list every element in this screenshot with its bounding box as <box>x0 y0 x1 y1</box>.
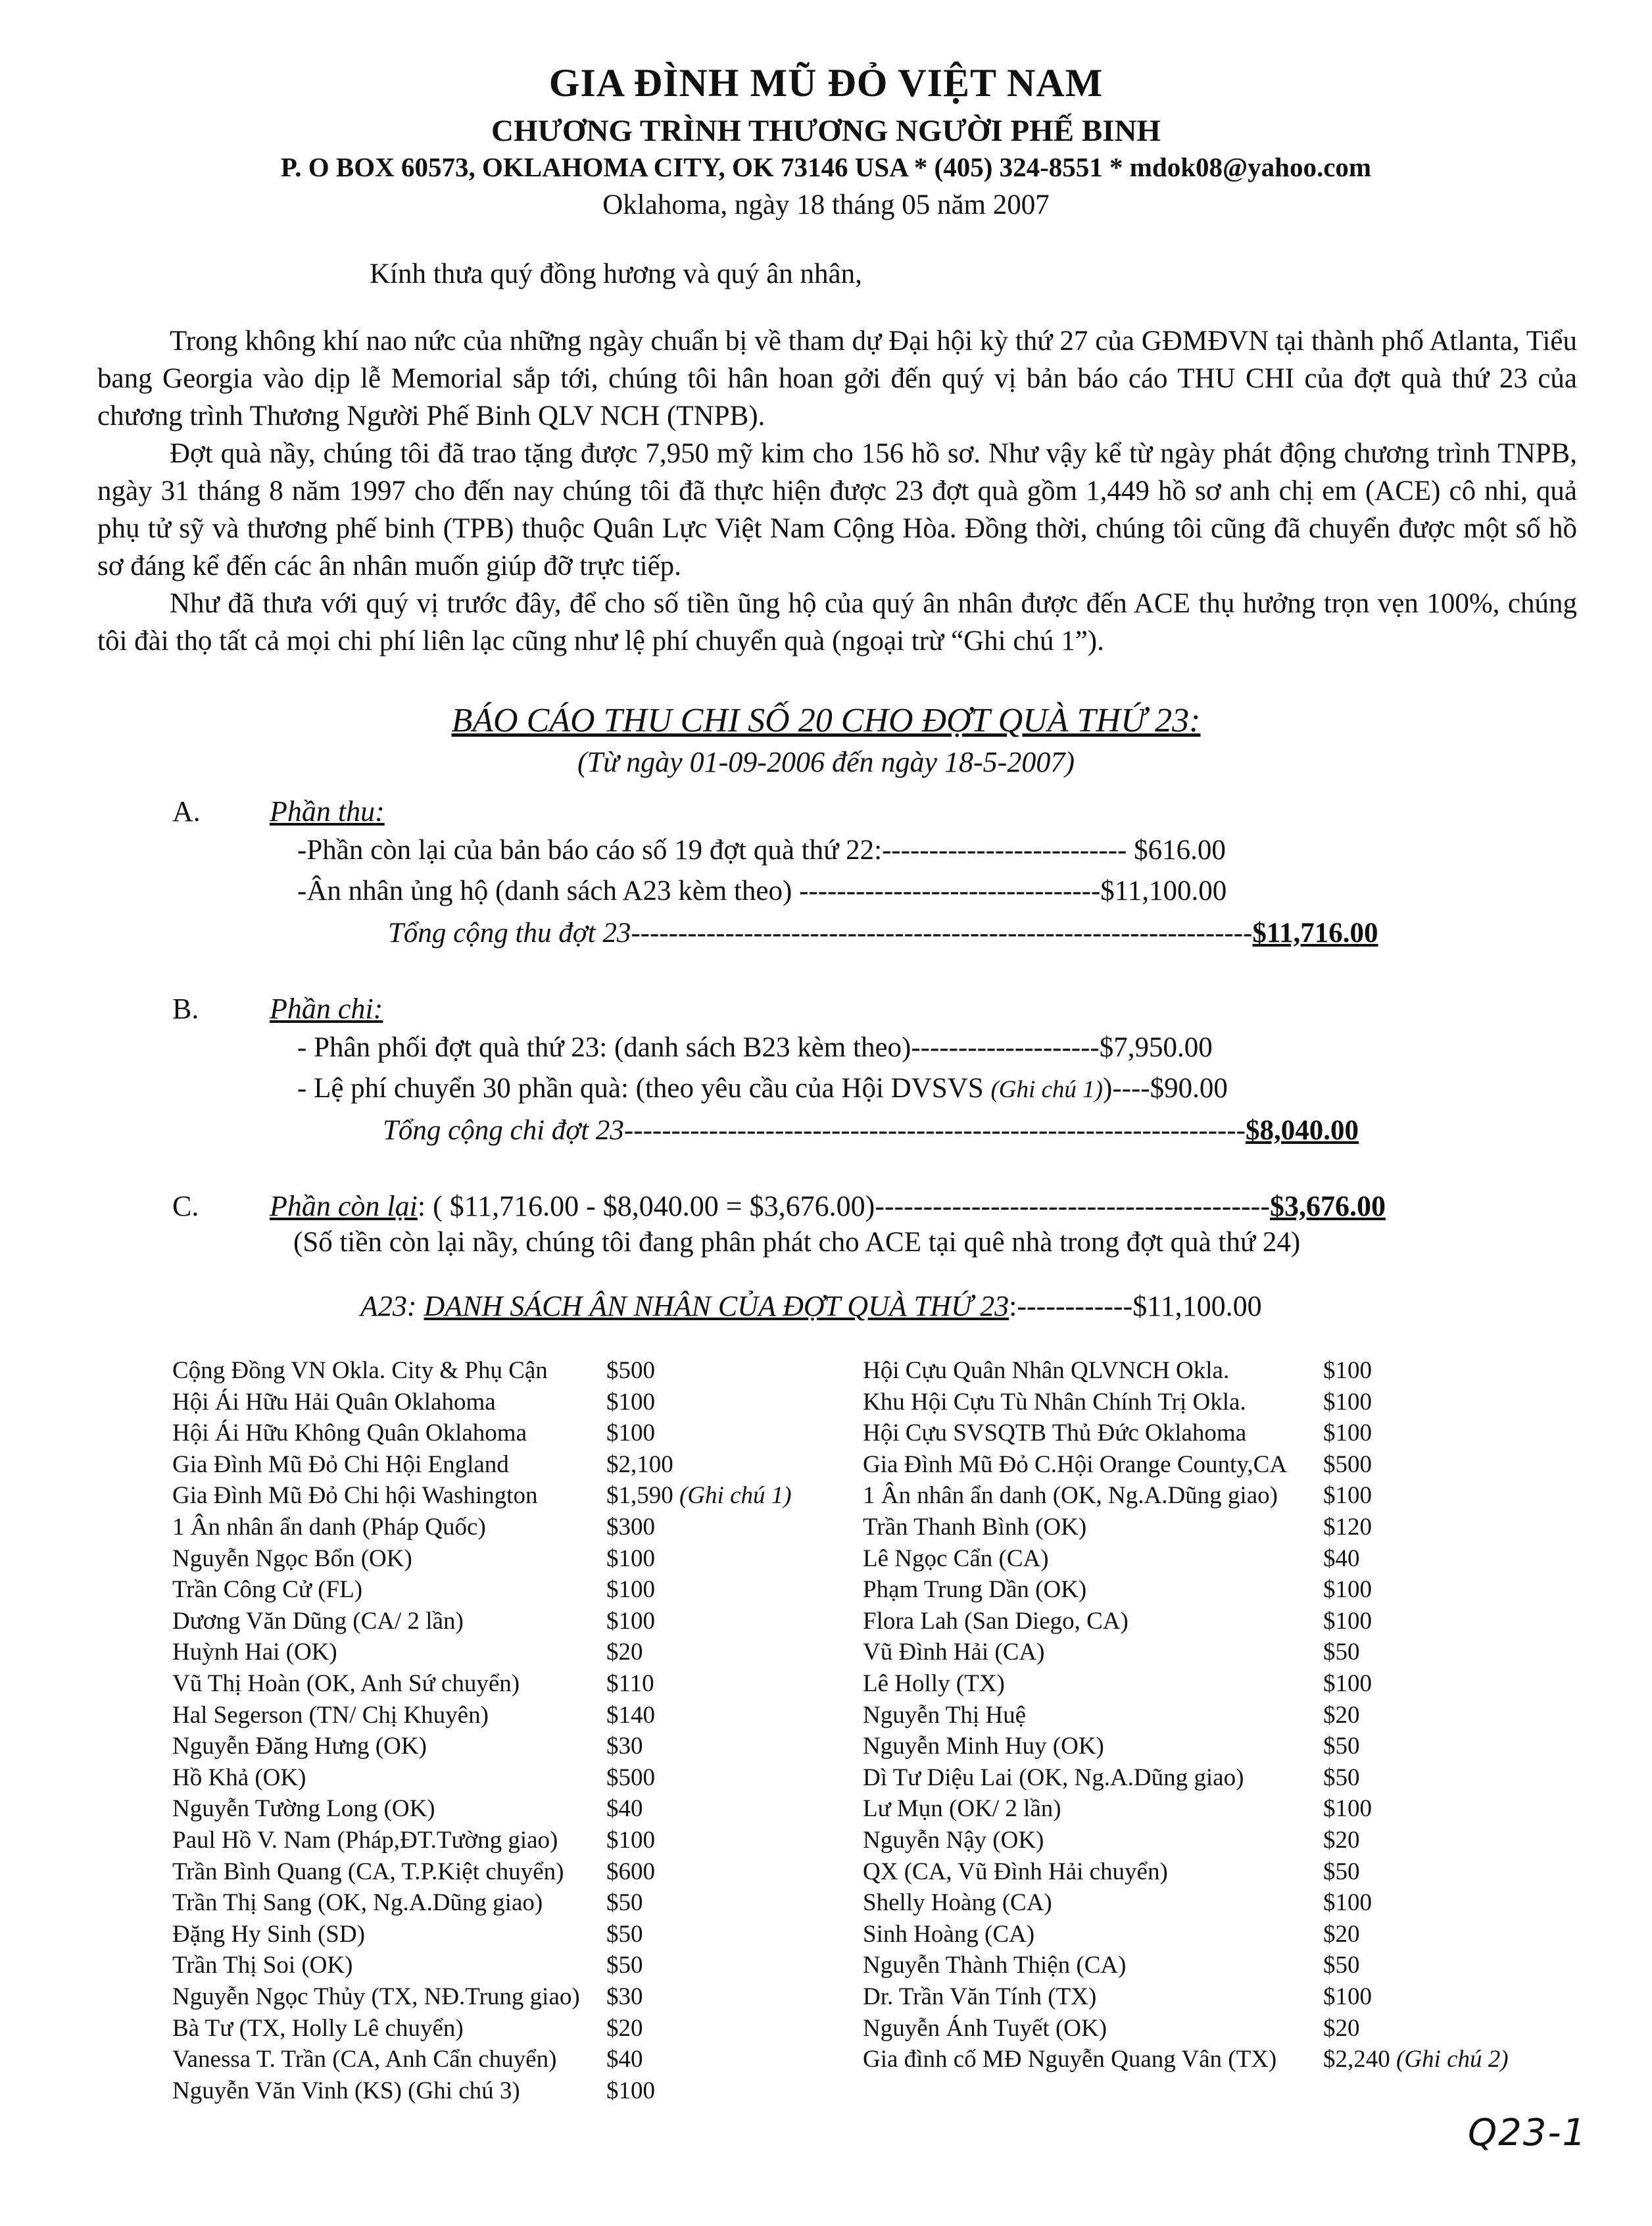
donor-amount: $2,240 (Ghi chú 2) <box>1323 2046 1509 2073</box>
donor-amount: $20 <box>606 2014 643 2042</box>
donor-row <box>172 1951 643 1983</box>
donor-name: Vũ Thị Hoàn (OK, Anh Sứ chuyển) <box>172 1670 520 1697</box>
donor-amount: $40 <box>606 1795 643 1823</box>
donor-row <box>172 1638 643 1670</box>
donor-row <box>863 1732 1360 1764</box>
donor-amount: $30 <box>606 1983 643 2010</box>
donor-name: Gia Đình Mũ Đỏ Chi Hội England <box>172 1450 509 1478</box>
donor-amount: $2,100 <box>606 1450 673 1478</box>
donor-name: Dương Văn Dũng (CA/ 2 lần) <box>172 1607 464 1635</box>
donor-row <box>863 1513 1372 1545</box>
donor-amount: $100 <box>1323 1357 1372 1384</box>
donor-amount: $1,590 (Ghi chú 1) <box>606 1482 792 1510</box>
donor-amount: $30 <box>606 1733 643 1760</box>
donor-row <box>863 1889 1372 1920</box>
section-c-line <box>270 1189 1386 1223</box>
donor-row <box>172 2077 655 2108</box>
donor-name: Paul Hồ V. Nam (Pháp,ĐT.Tường giao) <box>172 1827 558 1854</box>
a23-title <box>360 1289 1262 1323</box>
a23-prefix: A23: <box>360 1290 424 1322</box>
donor-amount: $500 <box>606 1357 655 1384</box>
donor-name: Gia Đình Mũ Đỏ C.Hội Orange County,CA <box>863 1450 1288 1478</box>
handwritten-page-code: Q23-1 <box>1468 2112 1588 2154</box>
donor-amount: $100 <box>1323 1388 1372 1416</box>
donor-amount: $140 <box>606 1701 655 1729</box>
section-a-total-label: Tổng cộng thu đợt 23------------------------------------------------------------------ <box>388 918 1253 949</box>
donor-row <box>172 1481 792 1513</box>
donor-name: Trần Thanh Bình (OK) <box>863 1514 1087 1541</box>
donor-name: Dì Tư Diệu Lai (OK, Ng.A.Dũng giao) <box>863 1764 1244 1791</box>
address-line: P. O BOX 60573, OKLAHOMA CITY, OK 73146 USA * (405) 324-8551 * mdok08@yahoo.com <box>280 152 1372 182</box>
section-b-total <box>383 1114 1359 1147</box>
donor-name: Trần Thị Soi (OK) <box>172 1952 353 1979</box>
donor-name: Nguyễn Ngọc Bổn (OK) <box>172 1545 412 1572</box>
section-a-line-1: -Phần còn lại của bản báo cáo số 19 đợt quà thứ 22:-------------------------- $616.00 <box>297 835 1226 866</box>
donor-row <box>863 1826 1360 1858</box>
donor-row <box>172 1513 655 1545</box>
donor-row <box>172 1575 655 1607</box>
donor-row <box>172 1545 655 1576</box>
section-b-line-2 <box>297 1072 1228 1104</box>
donor-name: Bà Tư (TX, Holly Lê chuyển) <box>172 2014 464 2042</box>
donor-name: Lê Holly (TX) <box>863 1670 1005 1697</box>
donor-amount: $100 <box>606 1545 655 1572</box>
section-b-total-label: Tổng cộng chi đợt 23------------------------------------------------------------------ <box>383 1115 1246 1146</box>
donor-name: Trần Thị Sang (OK, Ng.A.Dũng giao) <box>172 1889 543 1917</box>
donor-name: Đặng Hy Sinh (SD) <box>172 1920 365 1948</box>
donor-amount: $100 <box>1323 1576 1372 1604</box>
donor-amount: $50 <box>606 1889 643 1917</box>
donor-amount: $100 <box>1323 1607 1372 1635</box>
donor-name: Nguyễn Thành Thiện (CA) <box>863 1952 1127 1979</box>
section-b-label: Phần chi: <box>270 993 383 1025</box>
donor-name: Nguyễn Thị Huệ <box>863 1701 1026 1729</box>
donor-row <box>172 1826 655 1858</box>
donor-name: Cộng Đồng VN Okla. City & Phụ Cận <box>172 1357 548 1384</box>
donor-name: Khu Hội Cựu Tù Nhân Chính Trị Okla. <box>863 1388 1246 1416</box>
donor-amount: $50 <box>1323 1952 1360 1979</box>
donor-name: Hồ Khả (OK) <box>172 1764 306 1791</box>
donor-amount: $100 <box>606 1420 655 1447</box>
donor-amount: $500 <box>606 1764 655 1791</box>
donor-row <box>172 1670 654 1701</box>
donor-row <box>863 1638 1360 1670</box>
a23-total: :------------$11,100.00 <box>1009 1290 1262 1322</box>
section-c-letter: C. <box>172 1190 199 1222</box>
donor-amount: $20 <box>1323 2014 1360 2042</box>
donor-amount: $100 <box>1323 1670 1372 1697</box>
donor-row <box>863 1607 1372 1639</box>
donor-amount: $20 <box>606 1639 643 1666</box>
donor-row <box>172 1889 643 1920</box>
donor-name: Nguyễn Đăng Hưng (OK) <box>172 1733 427 1760</box>
donor-name: Nguyễn Nậy (OK) <box>863 1827 1044 1854</box>
donor-name: Nguyễn Tường Long (OK) <box>172 1795 435 1823</box>
donor-note: (Ghi chú 1) <box>673 1482 792 1510</box>
donor-name: Hội Ái Hữu Hải Quân Oklahoma <box>172 1388 496 1416</box>
section-a-total-amount: $11,716.00 <box>1252 918 1378 949</box>
donor-amount: $100 <box>1323 1482 1372 1510</box>
donor-amount: $100 <box>606 1576 655 1604</box>
donor-row <box>863 1983 1372 2014</box>
donor-name: Dr. Trần Văn Tính (TX) <box>863 1983 1097 2010</box>
section-b-total-amount: $8,040.00 <box>1246 1115 1359 1146</box>
donor-amount: $600 <box>606 1858 655 1885</box>
donor-name: Hội Cựu SVSQTB Thủ Đức Oklahoma <box>863 1420 1247 1447</box>
donor-row <box>863 1419 1372 1450</box>
donor-name: Vũ Đình Hải (CA) <box>863 1639 1045 1666</box>
donor-row <box>863 1951 1360 1983</box>
donor-name: Gia Đình Mũ Đỏ Chi hội Washington <box>172 1482 538 1510</box>
donor-row <box>172 1983 643 2014</box>
donor-amount: $100 <box>606 1607 655 1635</box>
donor-name: Trần Công Cử (FL) <box>172 1576 363 1604</box>
intro-paragraph: Như đã thưa với quý vị trước đây, để cho số tiền ũng hộ của quý ân nhân được đến ACE thụ hưởng trọn vẹn 100%, chúng tôi đài thọ tất cả mọi chi phí liên lạc cũng như lệ phí chuyển quà (ngoại trừ “Ghi chú 1”). <box>97 588 1577 656</box>
donor-name: Nguyễn Ánh Tuyết (OK) <box>863 2014 1107 2042</box>
donor-amount: $50 <box>1323 1639 1360 1666</box>
donor-amount: $120 <box>1323 1514 1372 1541</box>
donor-row <box>863 1920 1360 1952</box>
donor-amount: $100 <box>1323 1795 1372 1823</box>
report-period: (Từ ngày 01-09-2006 đến ngày 18-5-2007) <box>577 746 1075 778</box>
section-b-line-2-note: (Ghi chú 1) <box>990 1076 1104 1103</box>
donor-amount: $50 <box>606 1920 643 1948</box>
donor-name: Trần Bình Quang (CA, T.P.Kiệt chuyển) <box>172 1858 564 1885</box>
section-a-total <box>388 917 1378 949</box>
donor-name: Nguyễn Văn Vinh (KS) (Ghi chú 3) <box>172 2077 520 2104</box>
donor-amount: $50 <box>1323 1733 1360 1760</box>
intro-paragraph: Đợt quà nầy, chúng tôi đã trao tặng được 7,950 mỹ kim cho 156 hồ sơ. Như vậy kể từ ngày phát động chương trình TNPB, ngày 31 tháng 8 năm 1997 cho đến nay chúng tôi đã thực hiện được 23 đợt quà gồm 1,449 hồ sơ anh chị em (ACE) cô nhi, quả phụ tử sỹ và thương phế binh (TPB) thuộc Quân Lực Việt Nam Cộng Hòa. Đồng thời, chúng tôi cũng đã chuyển được một số hồ sơ đáng kể đến các ân nhân muốn giúp đỡ trực tiếp. <box>97 438 1577 581</box>
org-title: GIA ĐÌNH MŨ ĐỎ VIỆT NAM <box>548 61 1104 105</box>
donor-amount: $20 <box>1323 1920 1360 1948</box>
section-b-line-2-amount: )----$90.00 <box>1103 1073 1228 1104</box>
donor-amount: $100 <box>1323 1983 1372 2010</box>
donor-note: (Ghi chú 2) <box>1390 2046 1509 2073</box>
donor-row <box>863 1545 1360 1576</box>
donor-row <box>172 1920 643 1952</box>
donor-name: Hal Segerson (TN/ Chị Khuyên) <box>172 1701 489 1729</box>
donor-amount: $50 <box>1323 1764 1360 1791</box>
donor-row <box>172 1356 655 1388</box>
section-a-line-2: -Ân nhân ủng hộ (danh sách A23 kèm theo) --------------------------------$11,100.00 <box>297 876 1227 906</box>
donor-name: Nguyễn Ngọc Thủy (TX, NĐ.Trung giao) <box>172 1983 580 2010</box>
donor-row <box>172 1701 655 1733</box>
donor-name: Huỳnh Hai (OK) <box>172 1639 337 1666</box>
donor-row <box>172 1419 655 1450</box>
donor-name: Hội Cựu Quân Nhân QLVNCH Okla. <box>863 1357 1230 1384</box>
donor-amount: $500 <box>1323 1450 1372 1478</box>
donor-name: Lư Mụn (OK/ 2 lần) <box>863 1795 1061 1823</box>
donor-row <box>172 1607 655 1639</box>
donor-row <box>863 1764 1360 1795</box>
donor-row <box>172 1794 643 1826</box>
donor-name: Phạm Trung Dần (OK) <box>863 1576 1087 1604</box>
donor-row <box>172 1858 655 1889</box>
donor-amount: $300 <box>606 1514 655 1541</box>
donor-amount: $20 <box>1323 1701 1360 1729</box>
donor-name: Nguyễn Minh Huy (OK) <box>863 1733 1104 1760</box>
donor-amount: $100 <box>1323 1889 1372 1917</box>
intro-paragraphs <box>97 322 1577 660</box>
donor-row <box>172 1450 673 1482</box>
section-b-letter: B. <box>172 993 199 1025</box>
donor-name: Lê Ngọc Cẩn (CA) <box>863 1545 1049 1572</box>
donor-name: Vanessa T. Trần (CA, Anh Cẩn chuyển) <box>172 2046 557 2073</box>
donor-name: QX (CA, Vũ Đình Hải chuyển) <box>863 1858 1168 1885</box>
date-line: Oklahoma, ngày 18 tháng 05 năm 2007 <box>602 189 1050 220</box>
donor-row <box>172 1764 655 1795</box>
section-a-letter: A. <box>172 795 201 828</box>
donor-amount: $50 <box>606 1952 643 1979</box>
a23-heading: DANH SÁCH ÂN NHÂN CỦA ĐỢT QUÀ THỨ 23 <box>424 1290 1009 1322</box>
report-title: BÁO CÁO THU CHI SỐ 20 CHO ĐỢT QUÀ THỨ 23: <box>451 702 1201 739</box>
section-b-line-1: - Phân phối đợt quà thứ 23: (danh sách B23 kèm theo)--------------------$7,950.00 <box>297 1032 1213 1063</box>
donor-amount: $110 <box>606 1670 654 1697</box>
program-title: CHƯƠNG TRÌNH THƯƠNG NGƯỜI PHẾ BINH <box>491 114 1161 148</box>
section-b-line-2-text: - Lệ phí chuyển 30 phần quà: (theo yêu cầu của Hội DVSVS <box>297 1073 991 1104</box>
donor-amount: $40 <box>1323 1545 1360 1572</box>
donor-row <box>863 2014 1360 2046</box>
donor-name: Shelly Hoàng (CA) <box>863 1889 1052 1917</box>
donor-row <box>863 1575 1372 1607</box>
donor-row <box>863 1450 1372 1482</box>
donor-row <box>172 2045 643 2077</box>
donor-row <box>172 1388 655 1420</box>
donor-amount: $100 <box>606 2077 655 2104</box>
donor-row <box>863 2045 1509 2077</box>
donor-row <box>863 1701 1360 1733</box>
donor-amount: $40 <box>606 2046 643 2073</box>
donor-name: Flora Lah (San Diego, CA) <box>863 1607 1129 1635</box>
intro-paragraph: Trong không khí nao nức của những ngày chuẩn bị về tham dự Đại hội kỳ thứ 27 của GĐMĐVN tại thành phố Atlanta, Tiểu bang Georgia vào dịp lễ Memorial sắp tới, chúng tôi hân hoan gởi đến quý vị bản báo cáo THU CHI của đợt quà thứ 23 của chương trình Thương Người Phế Binh QLV NCH (TNPB). <box>97 326 1577 432</box>
donor-row <box>863 1481 1372 1513</box>
donor-name: Sinh Hoàng (CA) <box>863 1920 1035 1948</box>
donor-amount: $100 <box>606 1388 655 1416</box>
donor-amount: $50 <box>1323 1858 1360 1885</box>
donor-row <box>863 1670 1372 1701</box>
donor-name: 1 Ân nhân ẩn danh (Pháp Quốc) <box>172 1514 486 1541</box>
section-c-label: Phần còn lại <box>270 1190 418 1222</box>
section-c-amount: $3,676.00 <box>1269 1190 1386 1222</box>
donor-name: Hội Ái Hữu Không Quân Oklahoma <box>172 1420 527 1447</box>
donor-name: Gia đình cố MĐ Nguyễn Quang Vân (TX) <box>863 2046 1277 2073</box>
donor-amount: $100 <box>1323 1420 1372 1447</box>
donor-row <box>863 1858 1360 1889</box>
section-c-note: (Số tiền còn lại nầy, chúng tôi đang phân phát cho ACE tại quê nhà trong đợt quà thứ 24) <box>293 1227 1301 1258</box>
section-c-text: : ( $11,716.00 - $8,040.00 = $3,676.00)----------------------------------------- <box>417 1190 1270 1222</box>
donor-row <box>172 2014 643 2046</box>
donor-amount: $100 <box>606 1827 655 1854</box>
donor-row <box>863 1356 1372 1388</box>
donor-amount: $20 <box>1323 1827 1360 1854</box>
donor-row <box>863 1794 1372 1826</box>
section-a-label: Phần thu: <box>270 795 385 828</box>
donor-row <box>863 1388 1372 1420</box>
donor-name: 1 Ân nhân ẩn danh (OK, Ng.A.Dũng giao) <box>863 1482 1278 1510</box>
donor-row <box>172 1732 643 1764</box>
salutation: Kính thưa quý đồng hương và quý ân nhân, <box>370 259 862 289</box>
